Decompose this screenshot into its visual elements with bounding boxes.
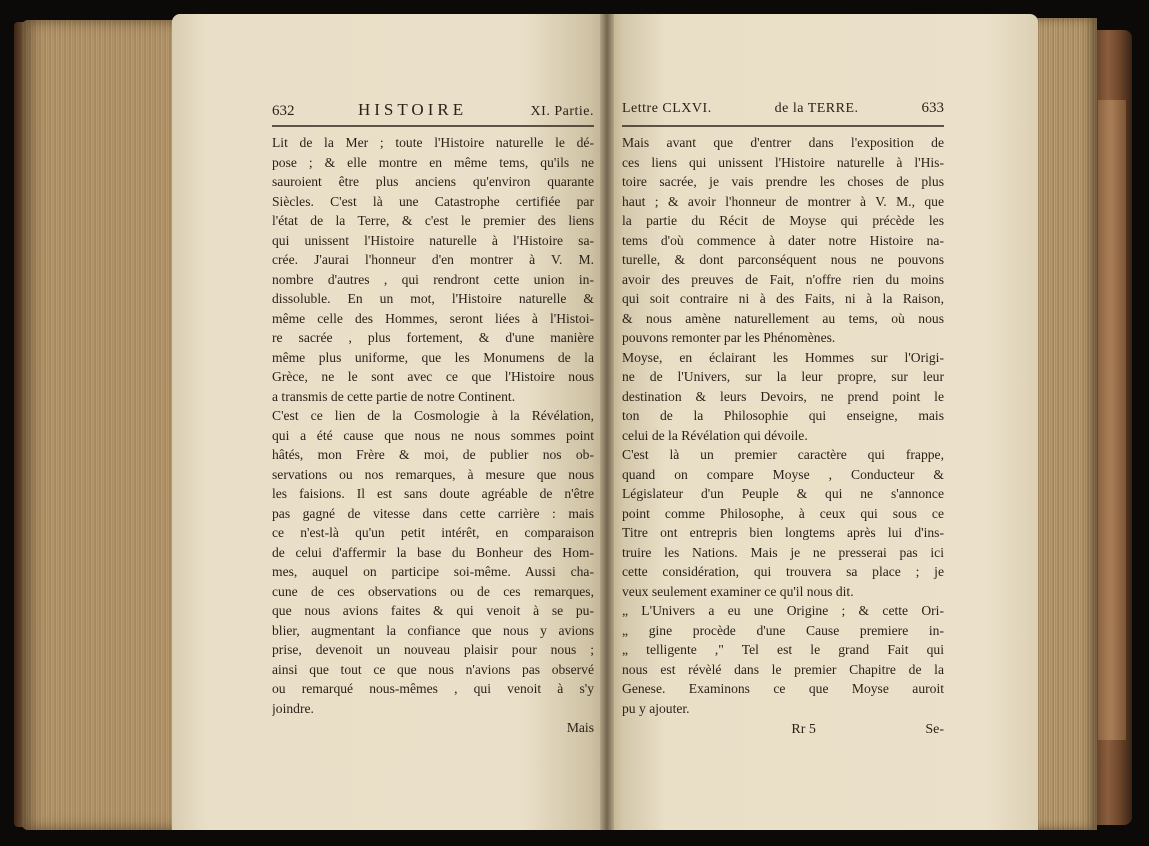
right-header-rule bbox=[622, 125, 944, 127]
left-running-subtitle: XI. Partie. bbox=[530, 104, 594, 119]
text-line: celui de la Révélation qui dévoile. bbox=[622, 427, 808, 443]
text-line: joindre. bbox=[272, 700, 314, 716]
text-line: mes, auquel on participe soi-même. Aussi cha- bbox=[272, 564, 594, 579]
text-line: pas gagné de vitesse dans cette carrière : mais bbox=[272, 505, 594, 521]
signature-mark: Rr 5 bbox=[791, 722, 816, 737]
right-page bbox=[606, 14, 1038, 830]
right-running-right: de la TERRE. bbox=[774, 101, 859, 116]
text-line: ces liens qui unissent l'Histoire naturelle à l'His- bbox=[622, 154, 944, 170]
text-line: sauroient être plus anciens qu'environ quarante bbox=[272, 174, 594, 189]
text-line: Genese. Examinons ce que Moyse auroit bbox=[622, 681, 944, 696]
text-line: ne de l'Univers, sur la leur propre, sur leur bbox=[622, 369, 944, 384]
text-line: même celle des Hommes, seront liées à l'Histoi- bbox=[272, 310, 594, 326]
text-line: toire sacrée, je vais prendre les choses de plus bbox=[622, 174, 944, 189]
text-line: Titre ont entrepris bien longtems après lui d'ins- bbox=[622, 525, 944, 540]
text-line: servations ou nos remarques, à mesure que nous bbox=[272, 466, 594, 482]
text-line: blier, augmentant la confiance que nous y avions bbox=[272, 622, 594, 638]
text-line: l'état de la Terre, & c'est le premier des liens bbox=[272, 213, 594, 228]
text-line: cette considération, qui trouvera sa place ; je bbox=[622, 564, 944, 579]
text-line: avoir des preuves de Fait, n'offre rien du moins bbox=[622, 271, 944, 287]
right-text-block bbox=[622, 100, 944, 739]
right-body-text bbox=[622, 133, 944, 718]
text-line: point comme Philosophe, à ceux qui sous ce bbox=[622, 505, 944, 521]
left-header-rule bbox=[272, 125, 594, 127]
book-gutter bbox=[600, 14, 614, 830]
text-line: tems d'où commence à dater notre Histoire na- bbox=[622, 232, 944, 248]
right-running-head bbox=[622, 100, 944, 122]
left-text-block bbox=[272, 100, 594, 738]
text-line: & nous amène naturellement au tems, où nous bbox=[622, 310, 944, 326]
text-line: dissoluble. En un mot, l'Histoire naturelle & bbox=[272, 291, 594, 306]
text-line: ton de la Philosophie qui enseigne, mais bbox=[622, 408, 944, 423]
text-line: ou remarqué nous-mêmes , qui venoit à s'y bbox=[272, 681, 594, 696]
text-line: re sacrée , plus fortement, & d'une manière bbox=[272, 330, 594, 345]
text-line: C'est là un premier caractère qui frappe, bbox=[622, 447, 944, 462]
text-line: Lit de la Mer ; toute l'Histoire naturelle le dé- bbox=[272, 135, 594, 150]
right-running-left: Lettre CLXVI. bbox=[622, 101, 712, 116]
text-line: prise, devenoit un nouveau plaisir pour nous ; bbox=[272, 642, 594, 657]
right-catchword: Se- bbox=[925, 722, 944, 737]
text-line: Moyse, en éclairant les Hommes sur l'Origi- bbox=[622, 349, 944, 365]
text-line: qui soit contraire ni à des Faits, ni à la Raison, bbox=[622, 291, 944, 306]
text-line: qui unissent l'Histoire naturelle à l'Histoire sa- bbox=[272, 232, 594, 248]
right-cover bbox=[1092, 30, 1132, 825]
text-line: a transmis de cette partie de notre Continent. bbox=[272, 388, 516, 404]
text-line: la partie du Récit de Moyse qui précède les bbox=[622, 213, 944, 228]
text-line: nous est révèlé dans le premier Chapitre de la bbox=[622, 661, 944, 677]
text-line: „ L'Univers a eu une Origine ; & cette Ori- bbox=[622, 603, 944, 618]
text-line: les faisions. Il est sans doute agréable de n'être bbox=[272, 486, 594, 501]
text-line: „ telligente ," Tel est le grand Fait qui bbox=[622, 642, 944, 657]
text-line: pose ; & elle montre en même tems, qu'ils ne bbox=[272, 154, 594, 170]
text-line: destination & leurs Devoirs, ne prend point le bbox=[622, 388, 944, 404]
text-line: truire les Nations. Mais je ne presserai pas ici bbox=[622, 544, 944, 560]
text-line: C'est ce lien de la Cosmologie à la Révélation, bbox=[272, 408, 594, 423]
text-line: Siècles. C'est là une Catastrophe certifiée par bbox=[272, 193, 594, 209]
text-line: turelle, & dont parconséquent nous ne pouvons bbox=[622, 252, 944, 267]
left-running-head bbox=[272, 100, 594, 122]
text-line: pu y ajouter. bbox=[622, 700, 690, 716]
left-page-edges bbox=[22, 20, 177, 830]
left-running-title: HISTOIRE bbox=[357, 100, 468, 119]
text-line: „ gine procède d'une Cause premiere in- bbox=[622, 622, 944, 638]
text-line: ce n'est-là qu'un petit intérêt, en comparaison bbox=[272, 525, 594, 540]
left-catchword: Mais bbox=[566, 720, 594, 735]
text-line: même plus uniforme, que les Monumens de la bbox=[272, 349, 594, 365]
right-page-number: 633 bbox=[921, 100, 944, 116]
left-body-text bbox=[272, 133, 594, 718]
text-line: pouvons remonter par les Phénomènes. bbox=[622, 330, 836, 345]
text-line: que nous avions faites & qui venoit à se pu- bbox=[272, 603, 594, 618]
text-line: cune de ces observations ou de ces remarques, bbox=[272, 583, 594, 599]
text-line: quand on compare Moyse , Conducteur & bbox=[622, 466, 944, 482]
text-line: Législateur d'un Peuple & qui ne s'annonce bbox=[622, 486, 944, 501]
right-page-edges bbox=[1035, 18, 1097, 830]
text-line: veux seulement examiner ce qu'il nous dit. bbox=[622, 583, 854, 599]
text-line: crée. J'aurai l'honneur d'en montrer à V. M. bbox=[272, 252, 594, 267]
left-page bbox=[172, 14, 608, 830]
text-line: Grèce, ne le sont avec ce que l'Histoire nous bbox=[272, 369, 594, 384]
text-line: ainsi que tout ce que nous n'avions pas observé bbox=[272, 661, 594, 677]
text-line: qui a été cause que nous ne nous sommes point bbox=[272, 427, 594, 443]
text-line: hâtés, mon Frère & moi, de publier nos ob- bbox=[272, 447, 594, 462]
right-footer bbox=[622, 720, 944, 739]
text-line: haut ; & avoir l'honneur de montrer à V. M., que bbox=[622, 193, 944, 209]
text-line: de celui d'affermir la base du Bonheur des Hom- bbox=[272, 544, 594, 560]
text-line: Mais avant que d'entrer dans l'exposition de bbox=[622, 135, 944, 150]
left-page-number: 632 bbox=[272, 103, 295, 119]
text-line: nombre d'autres , qui rendront cette union in- bbox=[272, 271, 594, 287]
